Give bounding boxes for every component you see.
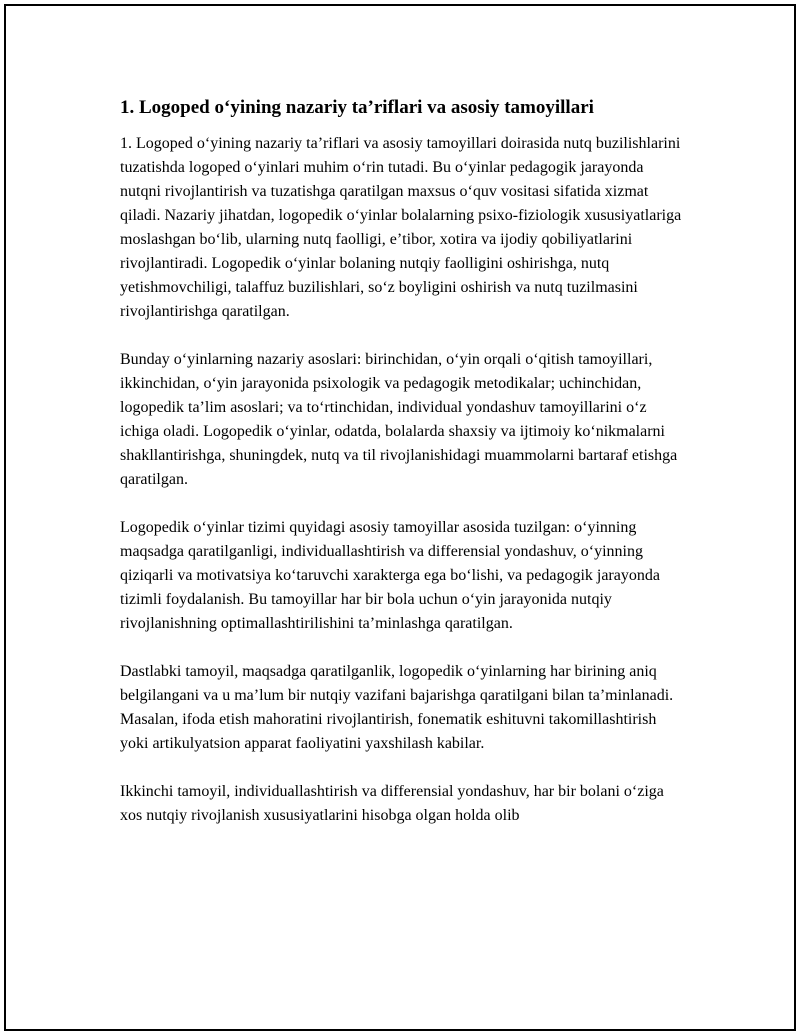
document-page [4, 4, 796, 1031]
document-content [120, 94, 685, 852]
paragraph-3: Logopedik oʻyinlar tizimi quyidagi asosiy tamoyillar asosida tuzilgan: oʻyinning maqsadga qaratilganligi, individuallashtirish va differensial yondashuv, oʻyinning qiziqarli va motivatsiya koʻtaruvchi xarakterga ega boʻlishi, va pedagogik jarayonda tizimli foydalanish. Bu tamoyillar har bir bola uchun oʻyin jarayonida nutqiy rivojlanishning optimallashtirilishini taʼminlashga qaratilgan. [120, 519, 660, 632]
paragraph-4: Dastlabki tamoyil, maqsadga qaratilganlik, logopedik oʻyinlarning har birining aniq belgilangani va u maʼlum bir nutqiy vazifani bajarishga qaratilgani bilan taʼminlanadi. Masalan, ifoda etish mahoratini rivojlantirish, fonematik eshituvni takomillashtirish yoki artikulyatsion apparat faoliyatini yaxshilash kabilar. [120, 663, 674, 752]
paragraph-2: Bunday oʻyinlarning nazariy asoslari: birinchidan, oʻyin orqali oʻqitish tamoyillari, ikkinchidan, oʻyin jarayonida psixologik va pedagogik metodikalar; uchinchidan, logopedik taʼlim asoslari; va toʻrtinchidan, individual yondashuv tamoyillarini oʻz ichiga oladi. Logopedik oʻyinlar, odatda, bolalarda shaxsiy va ijtimoiy koʻnikmalarni shakllantirishga, shuningdek, nutq va til rivojlanishidagi muammolarni bartaraf etishga qaratilgan. [120, 351, 678, 488]
paragraph-5: Ikkinchi tamoyil, individuallashtirish va differensial yondashuv, har bir bolani oʻziga xos nutqiy rivojlanish xususiyatlarini hisobga olgan holda olib [120, 783, 664, 824]
paragraph-1: 1. Logoped oʻyining nazariy taʼriflari va asosiy tamoyillari doirasida nutq buzilishlarini tuzatishda logoped oʻyinlari muhim oʻrin tutadi. Bu oʻyinlar pedagogik jarayonda nutqni rivojlantirish va tuzatishga qaratilgan maxsus oʻquv vositasi sifatida xizmat qiladi. Nazariy jihatdan, logopedik oʻyinlar bolalarning psixo-fiziologik xususiyatlariga moslashgan boʻlib, ularning nutq faolligi, eʼtibor, xotira va ijodiy qobiliyatlarini rivojlantiradi. Logopedik oʻyinlar bolaning nutqiy faolligini oshirishga, nutq yetishmovchiligi, talaffuz buzilishlari, soʻz boyligini oshirish va nutq tuzilmasini rivojlantirishga qaratilgan. [120, 135, 682, 320]
document-title: 1. Logoped oʻyining nazariy taʼriflari va asosiy tamoyillari [120, 97, 594, 118]
